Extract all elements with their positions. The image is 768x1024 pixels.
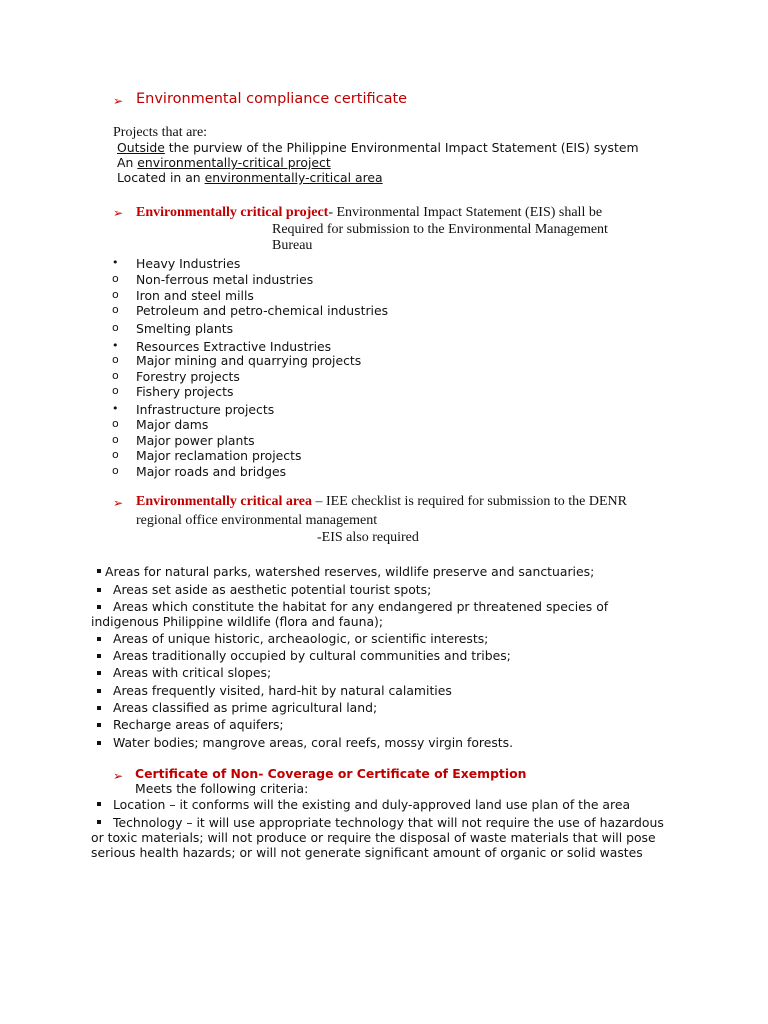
eca-desc-2: regional office environmental management: [136, 513, 378, 528]
square-bullet-icon: [97, 741, 101, 745]
list-item: Technology – it will use appropriate technology that will not require the use of hazardous: [113, 815, 664, 830]
filled-bullet-icon: •: [112, 339, 119, 352]
heading-ecc: Environmental compliance certificate: [136, 91, 408, 107]
filled-bullet-icon: •: [112, 402, 119, 415]
intro-line-3: [117, 170, 383, 185]
list-item: Resources Extractive Industries: [136, 339, 332, 354]
circle-bullet-icon: o: [112, 303, 119, 316]
intro-line-1-text: the purview of the Philippine Environmental Impact Statement (EIS) system: [164, 140, 639, 155]
ecp-desc-3: Bureau: [272, 238, 313, 253]
eca-desc-1: – IEE checklist is required for submission to the DENR: [312, 494, 627, 509]
intro-line-3-prefix: Located in an: [117, 170, 205, 185]
square-bullet-icon: [97, 588, 101, 592]
list-item: Areas frequently visited, hard-hit by natural calamities: [113, 683, 452, 698]
list-item: Water bodies; mangrove areas, coral reefs, mossy virgin forests.: [113, 735, 514, 750]
list-item: Areas classified as prime agricultural land;: [113, 700, 378, 715]
circle-bullet-icon: o: [112, 353, 119, 366]
arrow-bullet-icon: ➢: [113, 206, 124, 220]
square-bullet-icon: [97, 654, 101, 658]
square-bullet-icon: [97, 820, 101, 824]
square-bullet-icon: [97, 569, 101, 573]
list-item: Major reclamation projects: [136, 448, 302, 463]
list-item: Areas with critical slopes;: [113, 665, 272, 680]
filled-bullet-icon: •: [112, 256, 119, 269]
circle-bullet-icon: o: [112, 448, 119, 461]
eca-desc-3: -EIS also required: [317, 530, 419, 545]
arrow-bullet-icon: ➢: [113, 496, 124, 510]
arrow-bullet-icon: ➢: [113, 769, 124, 783]
circle-bullet-icon: o: [112, 321, 119, 334]
square-bullet-icon: [97, 671, 101, 675]
circle-bullet-icon: o: [112, 272, 119, 285]
list-item: Areas set aside as aesthetic potential tourist spots;: [113, 582, 432, 597]
list-item: Fishery projects: [136, 384, 234, 399]
list-item: Iron and steel mills: [136, 288, 254, 303]
square-bullet-icon: [97, 802, 101, 806]
square-bullet-icon: [97, 723, 101, 727]
intro-line-1: [117, 140, 639, 155]
intro-line-2: [117, 155, 331, 170]
circle-bullet-icon: o: [112, 433, 119, 446]
circle-bullet-icon: o: [112, 384, 119, 397]
ecp-heading-line: [136, 205, 602, 221]
square-bullet-icon: [97, 706, 101, 710]
list-item: Smelting plants: [136, 321, 234, 336]
outside-term: Outside: [117, 140, 165, 155]
list-item: Major dams: [136, 417, 209, 432]
list-item: Non-ferrous metal industries: [136, 272, 314, 287]
intro-label: Projects that are:: [113, 125, 208, 140]
list-item: Areas traditionally occupied by cultural communities and tribes;: [113, 648, 511, 663]
square-bullet-icon: [97, 637, 101, 641]
eca-title: Environmentally critical area: [136, 494, 313, 509]
list-item: Infrastructure projects: [136, 402, 275, 417]
list-item: Recharge areas of aquifers;: [113, 717, 284, 732]
list-item-continuation: or toxic materials; will not produce or require the disposal of waste materials that will pose: [91, 830, 656, 845]
cnc-subtitle: Meets the following criteria:: [135, 781, 309, 796]
circle-bullet-icon: o: [112, 288, 119, 301]
ecp-desc-1: - Environmental Impact Statement (EIS) shall be: [328, 205, 603, 220]
list-item: Major roads and bridges: [136, 464, 287, 479]
list-item: Areas of unique historic, archeaologic, or scientific interests;: [113, 631, 489, 646]
eca-heading-line: [136, 494, 627, 510]
arrow-bullet-icon: ➢: [113, 94, 124, 108]
square-bullet-icon: [97, 689, 101, 693]
circle-bullet-icon: o: [112, 417, 119, 430]
list-item: Major mining and quarrying projects: [136, 353, 362, 368]
list-item-continuation: serious health hazards; or will not generate significant amount of organic or solid wastes: [91, 845, 643, 860]
square-bullet-icon: [97, 605, 101, 609]
list-item: Areas for natural parks, watershed reserves, wildlife preserve and sanctuaries;: [105, 564, 595, 579]
circle-bullet-icon: o: [112, 464, 119, 477]
ecp-title: Environmentally critical project: [136, 205, 329, 220]
list-item: Petroleum and petro-chemical industries: [136, 303, 389, 318]
list-item: Forestry projects: [136, 369, 240, 384]
circle-bullet-icon: o: [112, 369, 119, 382]
cnc-title: Certificate of Non- Coverage or Certificate of Exemption: [135, 766, 527, 781]
list-item: Major power plants: [136, 433, 255, 448]
list-item: Areas which constitute the habitat for any endangered pr threatened species of: [113, 599, 609, 614]
ecp-term: environmentally-critical project: [137, 155, 331, 170]
list-item-continuation: indigenous Philippine wildlife (flora and fauna);: [91, 614, 384, 629]
list-item: Location – it conforms will the existing and duly-approved land use plan of the area: [113, 797, 631, 812]
list-item: Heavy Industries: [136, 256, 241, 271]
ecp-desc-2: Required for submission to the Environmental Management: [272, 222, 608, 237]
intro-line-2-prefix: An: [117, 155, 138, 170]
eca-term: environmentally-critical area: [204, 170, 383, 185]
